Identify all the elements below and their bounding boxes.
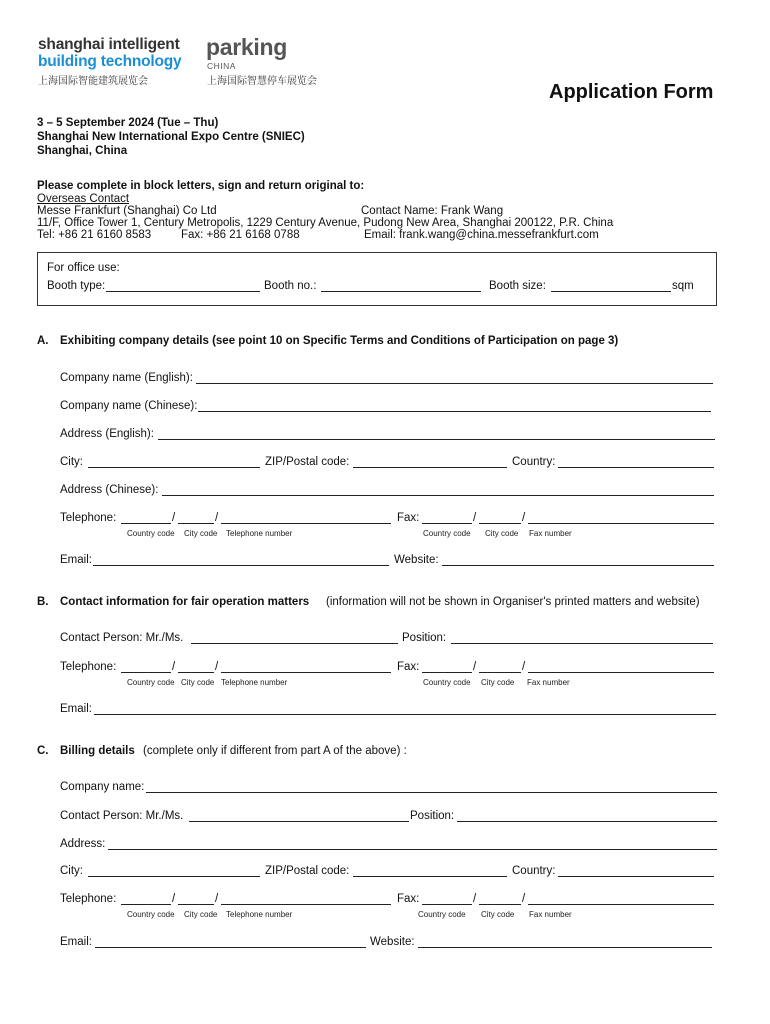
c-fax-label: Fax: <box>397 893 420 905</box>
organiser-tel: Tel: +86 21 6160 8583 <box>37 229 152 241</box>
b-position-field[interactable] <box>451 632 713 644</box>
office-use-box <box>37 252 717 306</box>
c-telephone-label: Telephone: <box>60 893 117 905</box>
c-position-label: Position: <box>410 810 455 822</box>
city-field[interactable] <box>88 456 260 468</box>
b-fax-country-code-field[interactable] <box>422 661 472 673</box>
fax-label: Fax: <box>397 512 420 524</box>
tel-city-code-field[interactable] <box>178 512 214 524</box>
form-title: Application Form <box>549 81 714 103</box>
c-fax-city-code-field[interactable] <box>479 893 521 905</box>
booth-no-field[interactable] <box>321 280 481 292</box>
c-email-label: Email: <box>60 936 92 948</box>
c-address-field[interactable] <box>108 838 717 850</box>
c-contact-field[interactable] <box>189 810 409 822</box>
address-en-field[interactable] <box>158 428 715 440</box>
section-c-note: (complete only if different from part A of the above) : <box>143 745 407 757</box>
logo-line2: building technology <box>38 53 182 70</box>
c-hint-city-code: City code <box>184 910 218 919</box>
company-cn-label: Company name (Chinese): <box>60 400 198 412</box>
hint-fax-country-code: Country code <box>423 529 471 538</box>
c-city-field[interactable] <box>88 865 260 877</box>
section-b-letter: B. <box>37 596 49 608</box>
b-hint-fax-number: Fax number <box>527 678 570 687</box>
b-hint-fax-city-code: City code <box>481 678 515 687</box>
c-website-field[interactable] <box>418 936 712 948</box>
organiser-company: Messe Frankfurt (Shanghai) Co Ltd <box>37 205 217 217</box>
section-a-title: Exhibiting company details (see point 10 on Specific Terms and Conditions of Participation on page 3) <box>60 335 619 347</box>
c-country-label: Country: <box>512 865 556 877</box>
c-email-field[interactable] <box>95 936 366 948</box>
fax-number-field[interactable] <box>528 512 714 524</box>
email-field[interactable] <box>93 554 389 566</box>
b-tel-country-code-field[interactable] <box>121 661 171 673</box>
hint-city-code: City code <box>184 529 218 538</box>
zip-field[interactable] <box>353 456 507 468</box>
c-country-field[interactable] <box>558 865 714 877</box>
booth-type-label: Booth type: <box>47 280 106 292</box>
c-hint-fax-city-code: City code <box>481 910 515 919</box>
tel-country-code-field[interactable] <box>121 512 171 524</box>
section-a-letter: A. <box>37 335 49 347</box>
hint-fax-city-code: City code <box>485 529 519 538</box>
c-tel-number-field[interactable] <box>221 893 391 905</box>
email-label: Email: <box>60 554 92 566</box>
fax-country-code-field[interactable] <box>422 512 472 524</box>
c-fax-number-field[interactable] <box>528 893 714 905</box>
c-fax-country-code-field[interactable] <box>422 893 472 905</box>
event-city: Shanghai, China <box>37 145 128 157</box>
b-fax-label: Fax: <box>397 661 420 673</box>
event-venue: Shanghai New International Expo Centre (SNIEC) <box>37 131 305 143</box>
company-cn-field[interactable] <box>198 400 711 412</box>
address-cn-label: Address (Chinese): <box>60 484 159 496</box>
parking-logo-sub: CHINA <box>207 61 236 71</box>
website-label: Website: <box>394 554 439 566</box>
c-hint-fax-number: Fax number <box>529 910 572 919</box>
b-tel-number-field[interactable] <box>221 661 391 673</box>
b-telephone-label: Telephone: <box>60 661 117 673</box>
b-contact-label: Contact Person: Mr./Ms. <box>60 632 184 644</box>
b-fax-city-code-field[interactable] <box>479 661 521 673</box>
overseas-contact: Overseas Contact <box>37 193 130 205</box>
c-hint-tel-number: Telephone number <box>226 910 293 919</box>
booth-size-field[interactable] <box>551 280 671 292</box>
c-website-label: Website: <box>370 936 415 948</box>
b-contact-field[interactable] <box>191 632 398 644</box>
b-hint-country-code: Country code <box>127 678 175 687</box>
contact-name: Contact Name: Frank Wang <box>361 205 504 217</box>
fax-city-code-field[interactable] <box>479 512 521 524</box>
b-hint-tel-number: Telephone number <box>221 678 288 687</box>
company-en-field[interactable] <box>196 372 713 384</box>
c-address-label: Address: <box>60 838 106 850</box>
instruction: Please complete in block letters, sign and return original to: <box>37 180 365 192</box>
organiser-email: Email: frank.wang@china.messefrankfurt.com <box>364 229 599 241</box>
country-field[interactable] <box>558 456 714 468</box>
zip-label: ZIP/Postal code: <box>265 456 350 468</box>
booth-no-label: Booth no.: <box>264 280 317 292</box>
hint-country-code: Country code <box>127 529 175 538</box>
b-email-field[interactable] <box>94 703 716 715</box>
c-tel-city-code-field[interactable] <box>178 893 214 905</box>
c-company-label: Company name: <box>60 781 145 793</box>
tel-number-field[interactable] <box>221 512 391 524</box>
address-cn-field[interactable] <box>162 484 714 496</box>
c-zip-field[interactable] <box>353 865 507 877</box>
sqm-unit: sqm <box>672 280 694 292</box>
address-en-label: Address (English): <box>60 428 154 440</box>
b-tel-city-code-field[interactable] <box>178 661 214 673</box>
b-email-label: Email: <box>60 703 92 715</box>
b-hint-city-code: City code <box>181 678 215 687</box>
booth-size-label: Booth size: <box>489 280 546 292</box>
c-hint-country-code: Country code <box>127 910 175 919</box>
c-tel-country-code-field[interactable] <box>121 893 171 905</box>
c-contact-label: Contact Person: Mr./Ms. <box>60 810 184 822</box>
telephone-label: Telephone: <box>60 512 117 524</box>
organiser-fax: Fax: +86 21 6168 0788 <box>181 229 300 241</box>
parking-logo-cn: 上海国际智慧停车展览会 <box>207 76 317 87</box>
section-b-note: (information will not be shown in Organiser's printed matters and website) <box>326 596 700 608</box>
hint-fax-number: Fax number <box>529 529 572 538</box>
section-b-title: Contact information for fair operation matters <box>60 596 310 608</box>
b-hint-fax-country-code: Country code <box>423 678 471 687</box>
logo-cn: 上海国际智能建筑展览会 <box>38 76 148 87</box>
b-fax-number-field[interactable] <box>528 661 714 673</box>
c-zip-label: ZIP/Postal code: <box>265 865 350 877</box>
event-dates: 3 – 5 September 2024 (Tue – Thu) <box>37 117 219 129</box>
website-field[interactable] <box>442 554 714 566</box>
organiser-address: 11/F, Office Tower 1, Century Metropolis, 1229 Century Avenue, Pudong New Area, Shanghai 200122, P.R. China <box>37 217 614 229</box>
c-company-field[interactable] <box>146 781 717 793</box>
hint-tel-number: Telephone number <box>226 529 293 538</box>
c-city-label: City: <box>60 865 83 877</box>
company-en-label: Company name (English): <box>60 372 193 384</box>
city-label: City: <box>60 456 83 468</box>
c-hint-fax-country-code: Country code <box>418 910 466 919</box>
logo-line1: shanghai intelligent <box>38 36 180 53</box>
b-position-label: Position: <box>402 632 447 644</box>
booth-type-field[interactable] <box>106 280 260 292</box>
office-use-title: For office use: <box>47 262 120 274</box>
country-label: Country: <box>512 456 556 468</box>
section-c-title: Billing details <box>60 745 135 757</box>
c-position-field[interactable] <box>457 810 717 822</box>
parking-logo: parking <box>206 34 287 60</box>
section-c-letter: C. <box>37 745 49 757</box>
